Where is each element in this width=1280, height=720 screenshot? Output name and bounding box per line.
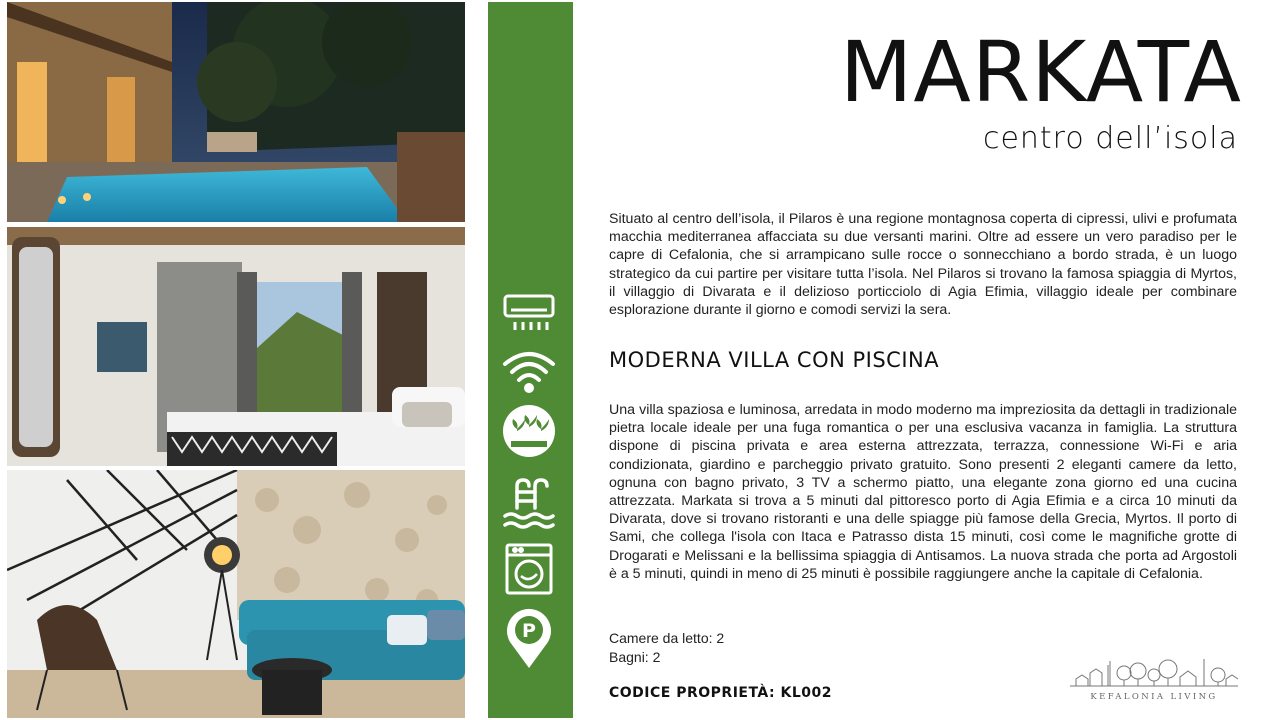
page-title: MARKATA — [839, 23, 1242, 121]
bedroom-photo — [7, 227, 465, 466]
wifi-icon — [501, 342, 557, 398]
bathrooms-count: Bagni: 2 — [609, 649, 661, 665]
washing-machine-icon — [501, 541, 557, 597]
air-conditioner-icon — [501, 286, 557, 342]
description-paragraph: Una villa spaziosa e luminosa, arredata in modo moderno ma impreziosita da dettagli in tradizionale pietra locale ideale per una fuga romantica o per una esclusiva vacanza in famiglia. La struttura dispone di piscina privata e area esterna attrezzata, terrazza, connessione Wi-Fi e aria condizionata, giardino e parcheggio privato gratuito. Sono presenti 2 eleganti camere da letto, ognuna con bagno privato, 3 TV a schermo piatto, una elegante zona giorno ed una cucina attrezzata. Markata si trova a 5 minuti dal pittoresco porto di Agia Efimia e a circa 10 minuti da Divarata, dove si trovano ristoranti e una delle spiagge più famose della Grecia, Myrtos. Il porto di Sami, che collega l'isola con Itaca e Patrasso dista 15 minuti, così come le magnifiche grotte di Drogarati e Melissani e la bellissima spiaggia di Antisamos. La nuova strada che porta ad Argostoli è a 5 minuti, quindi in meno di 25 minuti è possibile raggiungere anche la capitale di Cefalonia. — [609, 402, 1237, 582]
villa-pool-night-photo — [7, 2, 465, 222]
brand-logo — [1068, 655, 1240, 705]
intro-paragraph: Situato al centro dell’isola, il Pilaros è una regione montagnosa coperta di cipressi, ulivi e profumata macchia mediterranea affacciata su due versanti marini. Oltre ad essere un vero paradiso per le capre di Cefalonia, che si arrampicano sulle rocce o sonnecchiano a bordo strada, è un luogo strategico da cui partire per visitare tutta l’isola. Nel Pilaros si trovano la famosa spiaggia di Myrtos, il villaggio di Divarata e il delizioso porticciolo di Agia Efimia, villaggio ideale per combinare esplorazione durante il giorno e comodi servizi la sera. — [609, 211, 1237, 319]
garden-icon — [501, 403, 557, 459]
svg-text:P: P — [522, 620, 536, 642]
parking-icon — [501, 606, 557, 670]
logo-text: KEFALONIA LIVING — [1090, 692, 1218, 702]
section-heading: MODERNA VILLA CON PISCINA — [609, 348, 940, 372]
amenities-bar — [488, 2, 573, 718]
pool-icon — [501, 474, 557, 530]
page-subtitle: centro dell’isola — [982, 121, 1238, 156]
bedrooms-count: Camere da letto: 2 — [609, 630, 725, 646]
property-code: CODICE PROPRIETÀ: KL002 — [609, 685, 832, 701]
living-room-photo — [7, 470, 465, 718]
